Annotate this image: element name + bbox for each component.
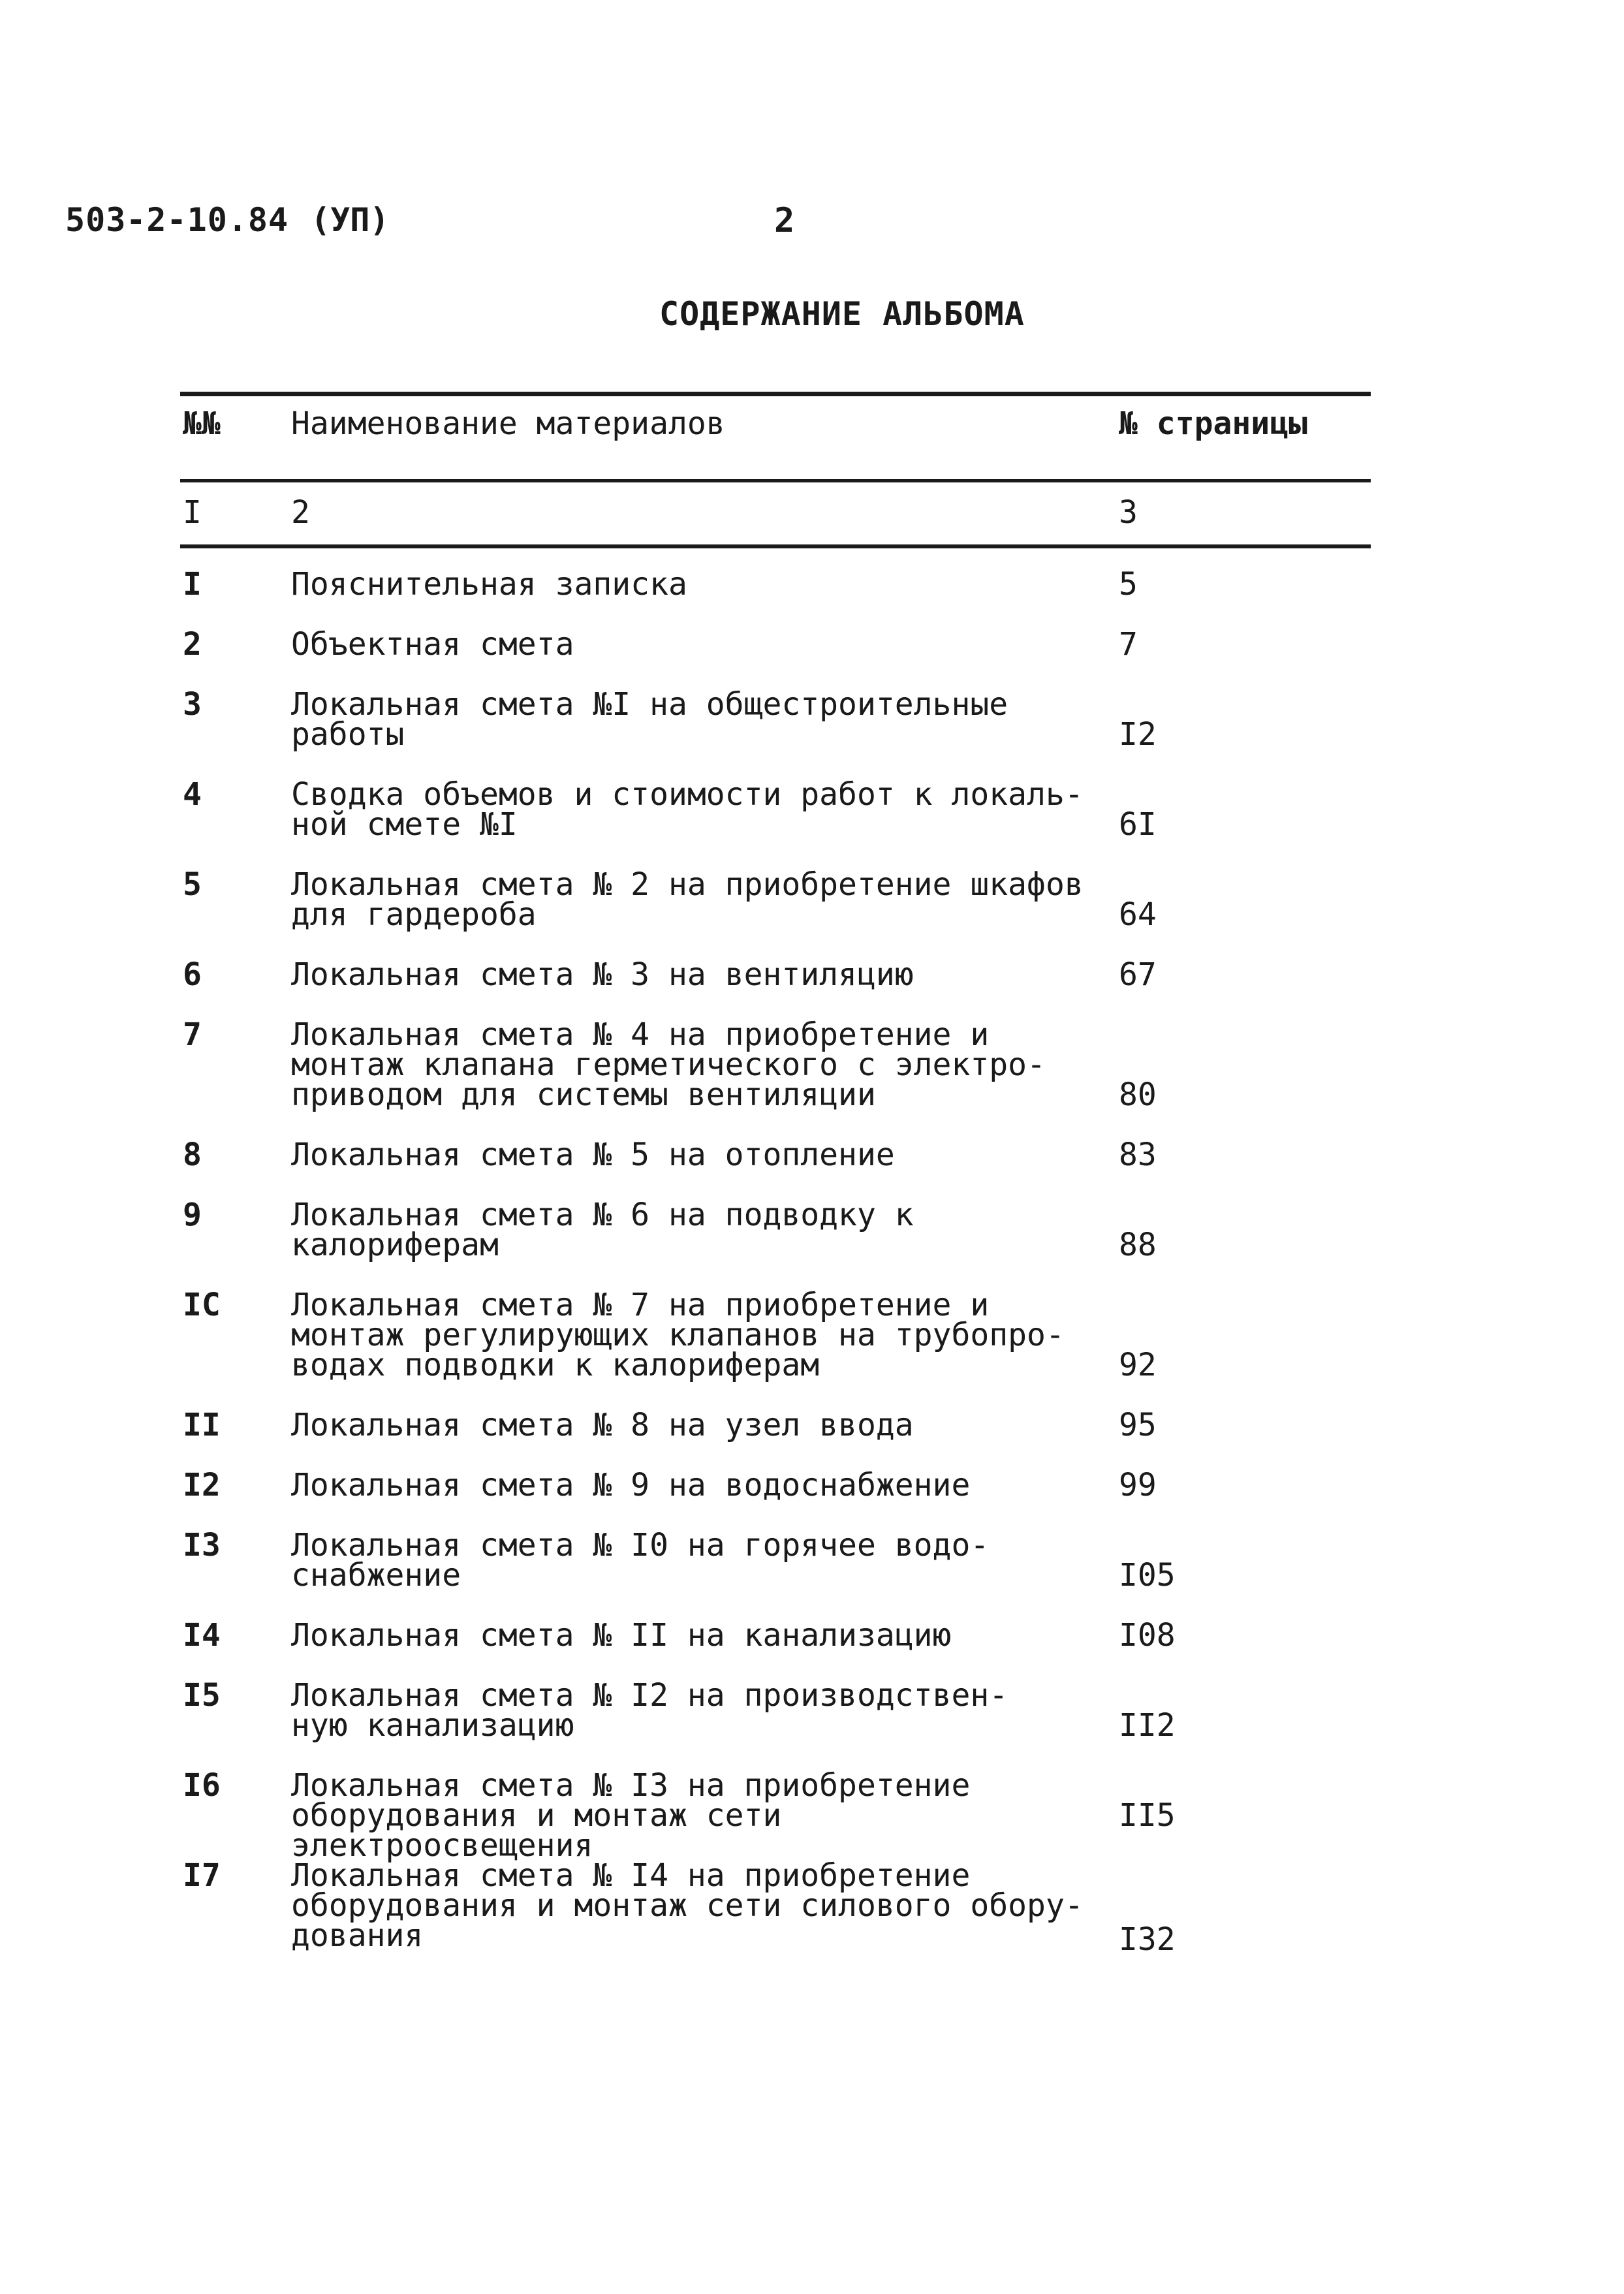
row-name: Локальная смета № 6 на подводку к калориферам xyxy=(291,1197,914,1263)
row-name: Сводка объемов и стоимости работ к локаль- ной смете №I xyxy=(291,776,1084,843)
row-page: 92 xyxy=(1119,1347,1157,1383)
row-number: 4 xyxy=(183,776,202,813)
row-page: 7 xyxy=(1119,626,1138,663)
page-title: СОДЕРЖАНИЕ АЛЬБОМА xyxy=(659,295,1025,333)
row-number: I6 xyxy=(183,1767,221,1804)
column-header-number: №№ xyxy=(183,405,221,442)
row-name: Локальная смета № 8 на узел ввода xyxy=(291,1407,914,1443)
row-number: I xyxy=(183,566,202,603)
row-name: Локальная смета № I3 на приобретение оборудования и монтаж сети электроосвещения xyxy=(291,1767,971,1864)
row-page: II2 xyxy=(1119,1707,1176,1744)
row-name: Локальная смета № 9 на водоснабжение xyxy=(291,1467,971,1503)
column-index-name: 2 xyxy=(291,494,310,531)
row-name: Локальная смета № 2 на приобретение шкафов для гардероба xyxy=(291,866,1084,933)
row-name: Локальная смета № 4 на приобретение и монтаж клапана герметического с электро- приводом для системы вентиляции xyxy=(291,1016,1046,1113)
row-number: II xyxy=(183,1407,221,1443)
doc-code: 503-2-10.84 xyxy=(65,201,289,239)
row-name: Пояснительная записка xyxy=(291,566,687,603)
row-name: Объектная смета xyxy=(291,626,574,663)
row-number: 7 xyxy=(183,1016,202,1053)
row-name: Локальная смета № I0 на горячее водо- снабжение xyxy=(291,1527,990,1594)
row-page: 80 xyxy=(1119,1076,1157,1113)
row-name: Локальная смета № 3 на вентиляцию xyxy=(291,956,914,993)
row-number: I5 xyxy=(183,1677,221,1714)
doc-mark: (УП) xyxy=(311,201,390,239)
row-number: I7 xyxy=(183,1857,221,1894)
row-name: Локальная смета № I4 на приобретение оборудования и монтаж сети силового обору- дования xyxy=(291,1857,1084,1954)
row-page: 88 xyxy=(1119,1227,1157,1263)
row-name: Локальная смета № I2 на производствен- ную канализацию xyxy=(291,1677,1008,1744)
table-header-rule xyxy=(180,479,1371,482)
row-page: 83 xyxy=(1119,1137,1157,1173)
column-index-number: I xyxy=(183,494,202,531)
row-page: I08 xyxy=(1119,1617,1176,1654)
page-number: 2 xyxy=(774,201,795,240)
row-page: 5 xyxy=(1119,566,1138,603)
row-page: 99 xyxy=(1119,1467,1157,1503)
row-number: 8 xyxy=(183,1137,202,1173)
row-page: 95 xyxy=(1119,1407,1157,1443)
row-name: Локальная смета № II на канализацию xyxy=(291,1617,952,1654)
row-number: IC xyxy=(183,1287,221,1323)
row-number: I3 xyxy=(183,1527,221,1563)
row-page: 6I xyxy=(1119,806,1157,843)
row-number: 2 xyxy=(183,626,202,663)
row-number: 5 xyxy=(183,866,202,903)
row-number: 6 xyxy=(183,956,202,993)
row-number: 9 xyxy=(183,1197,202,1233)
row-number: I2 xyxy=(183,1467,221,1503)
row-name: Локальная смета № 5 на отопление xyxy=(291,1137,895,1173)
row-page: I05 xyxy=(1119,1557,1176,1594)
table-index-rule xyxy=(180,544,1371,548)
column-header-name: Наименование материалов xyxy=(291,405,725,442)
column-header-page: № страницы xyxy=(1119,405,1307,442)
table-top-rule xyxy=(180,392,1371,396)
row-name: Локальная смета №I на общестроительные работы xyxy=(291,686,1008,753)
row-number: I4 xyxy=(183,1617,221,1654)
row-page: II5 xyxy=(1119,1797,1176,1834)
row-name: Локальная смета № 7 на приобретение и монтаж регулирующих клапанов на трубопро- водах подводки к калориферам xyxy=(291,1287,1065,1383)
row-page: 64 xyxy=(1119,896,1157,933)
column-index-page: 3 xyxy=(1119,494,1138,531)
row-page: I2 xyxy=(1119,716,1157,753)
row-page: 67 xyxy=(1119,956,1157,993)
row-page: I32 xyxy=(1119,1921,1176,1958)
row-number: 3 xyxy=(183,686,202,723)
